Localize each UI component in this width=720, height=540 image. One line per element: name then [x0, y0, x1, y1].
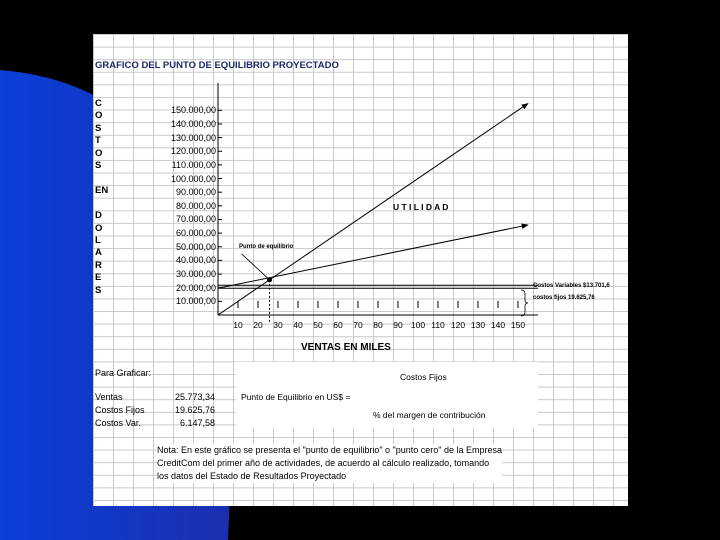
y-axis-letter: A: [95, 247, 102, 259]
y-tick-label: 140.000,00: [170, 118, 216, 129]
y-axis-letter: R: [95, 259, 102, 271]
calc-row-label: Costos Fijos: [95, 405, 145, 415]
calc-row-value: 6.147,58: [179, 418, 215, 428]
x-tick-label: 90: [393, 320, 403, 330]
y-tick-label: 150.000,00: [170, 105, 216, 116]
x-tick-label: 60: [333, 320, 343, 330]
y-axis-letter: O: [95, 110, 103, 122]
y-axis-letter: O: [95, 222, 103, 234]
x-tick-label: 40: [293, 320, 303, 330]
calc-row-label: Costos Var.: [95, 418, 141, 428]
x-tick-label: 130: [470, 320, 486, 330]
spreadsheet: [93, 34, 628, 506]
formula-box: [236, 362, 538, 428]
y-tick-label: 40.000,00: [175, 255, 216, 266]
y-tick-label: 120.000,00: [170, 146, 216, 157]
costos-variables-label: Costos Variables $13.701,6: [533, 283, 610, 289]
chart-title: GRAFICO DEL PUNTO DE EQUILIBRIO PROYECTADO: [95, 60, 339, 71]
y-axis-letter: O: [95, 147, 103, 159]
breakeven-pointer: [242, 254, 270, 280]
y-tick-label: 100.000,00: [170, 173, 216, 184]
x-tick-label: 140: [490, 320, 506, 330]
y-axis-letter: EN: [95, 185, 109, 197]
x-tick-label: 50: [313, 320, 323, 330]
costos-totales-line: [218, 225, 528, 288]
x-axis-label: VENTAS EN MILES: [301, 342, 391, 353]
chart: [93, 34, 628, 334]
y-tick-label: 70.000,00: [175, 214, 216, 225]
y-axis-letter: S: [95, 284, 102, 296]
ventas-line: [218, 103, 528, 315]
y-tick-label: 50.000,00: [175, 241, 216, 252]
y-axis-letter: E: [95, 272, 102, 284]
x-tick-label: 110: [431, 320, 445, 330]
x-tick-label: 100: [410, 320, 426, 330]
calc-row-label: Ventas: [95, 392, 123, 402]
x-tick-label: 70: [353, 320, 363, 330]
y-tick-label: 130.000,00: [170, 132, 216, 143]
y-axis-letter: T: [95, 135, 101, 147]
x-tick-label: 80: [373, 320, 383, 330]
costos-fijos-brace: [521, 290, 528, 316]
calc-heading: Para Graficar:: [95, 368, 152, 378]
calc-row-value: 19.625,76: [174, 405, 215, 415]
nota-text: Nota: En este gráfico se presenta el "punto de equilibrio" o "punto cero" de la Empresa CreditCom del primer año de actividades, de acuerdo al cálculo realizado, tomando los datos del Estado de Resultados Proyectado: [157, 445, 502, 481]
x-tick-label: 150: [510, 320, 526, 330]
y-axis-letter: C: [95, 98, 102, 109]
y-tick-label: 80.000,00: [175, 200, 216, 211]
formula-lhs: Punto de Equilibrio en US$ =: [241, 392, 351, 402]
y-tick-label: 110.000,00: [171, 159, 216, 170]
y-tick-label: 90.000,00: [175, 187, 216, 198]
y-axis-letter: S: [95, 122, 102, 134]
costos-fijos-label: costos fijos 19.625,76: [533, 295, 595, 301]
y-tick-label: 60.000,00: [175, 228, 216, 239]
formula-denominator: % del margen de contribución: [373, 410, 486, 420]
x-tick-label: 30: [273, 320, 283, 330]
y-axis-letter: S: [95, 160, 102, 172]
x-tick-label: 20: [253, 320, 263, 330]
formula-numerator: Costos Fijos: [400, 372, 447, 382]
y-tick-label: 20.000,00: [175, 282, 216, 293]
y-tick-label: 10.000,00: [175, 296, 216, 307]
punto-equilibrio-label: Punto de equilibrio: [239, 244, 294, 250]
y-tick-label: 30.000,00: [175, 269, 216, 280]
utilidad-label: U T I L I D A D: [393, 202, 449, 212]
y-axis-letter: L: [95, 234, 101, 246]
x-tick-label: 120: [450, 320, 466, 330]
calc-row-value: 25.773,34: [174, 392, 215, 402]
x-tick-label: 10: [233, 320, 243, 330]
y-axis-letter: D: [95, 210, 102, 222]
